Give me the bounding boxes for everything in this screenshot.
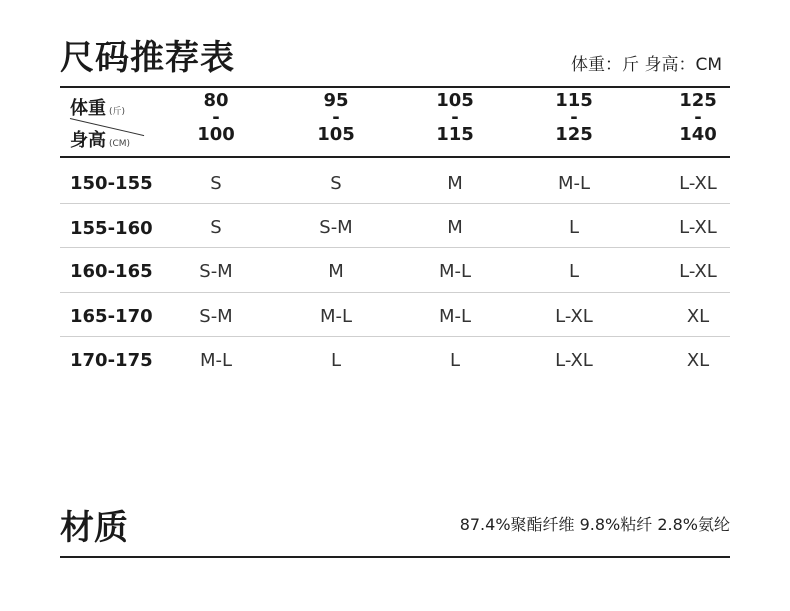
size-cell: L [568,261,580,282]
weight-axis-label: 体重 (斤) [70,98,126,119]
size-cell: S-M [319,217,353,238]
row-height-label: 160-165 [70,261,153,282]
size-cell: L-XL [679,173,717,194]
size-cell: L [330,350,342,371]
row-divider [60,203,730,204]
size-cell: M [447,173,463,194]
row-divider [60,336,730,337]
row-height-label: 155-160 [70,218,153,239]
row-divider [60,247,730,248]
size-cell: S [210,217,222,238]
size-cell: L-XL [679,217,717,238]
row-height-label: 165-170 [70,306,153,327]
size-cell: L-XL [555,306,593,327]
material-title: 材质 [60,508,128,548]
height-axis-label: 身高 (CM) [70,130,131,151]
size-cell: S [330,173,342,194]
column-header-weight-1: 80 - 100 [197,90,235,145]
size-cell: M-L [438,306,472,327]
row-height-label: 150-155 [70,173,153,194]
material-composition: 87.4%聚酯纤维 9.8%粘纤 2.8%氨纶 [459,515,730,534]
column-header-weight-5: 125 - 140 [679,90,717,145]
column-header-weight-2: 95 - 105 [317,90,355,145]
size-cell: S-M [199,306,233,327]
size-cell: L-XL [679,261,717,282]
height-unit: (CM) [109,139,131,149]
header-corner-cell [60,88,150,156]
size-cell: M-L [438,261,472,282]
row-height-label: 170-175 [70,350,153,371]
row-divider [60,292,730,293]
size-cell: M [447,217,463,238]
material-bottom-rule [60,556,730,558]
table-top-rule [60,86,730,88]
column-header-weight-4: 115 - 125 [555,90,593,145]
size-cell: M-L [557,173,591,194]
size-cell: L [449,350,461,371]
header-bottom-rule [60,156,730,158]
size-cell: XL [686,350,710,371]
units-note: 体重：斤 身高：CM [571,55,722,75]
size-cell: L [568,217,580,238]
size-cell: M-L [319,306,353,327]
column-header-weight-3: 105 - 115 [436,90,474,145]
weight-unit: (斤) [109,107,126,117]
size-cell: M-L [199,350,233,371]
size-cell: L-XL [555,350,593,371]
size-cell: S-M [199,261,233,282]
page-title: 尺码推荐表 [60,38,235,78]
size-cell: S [210,173,222,194]
size-cell: M [328,261,344,282]
size-cell: XL [686,306,710,327]
